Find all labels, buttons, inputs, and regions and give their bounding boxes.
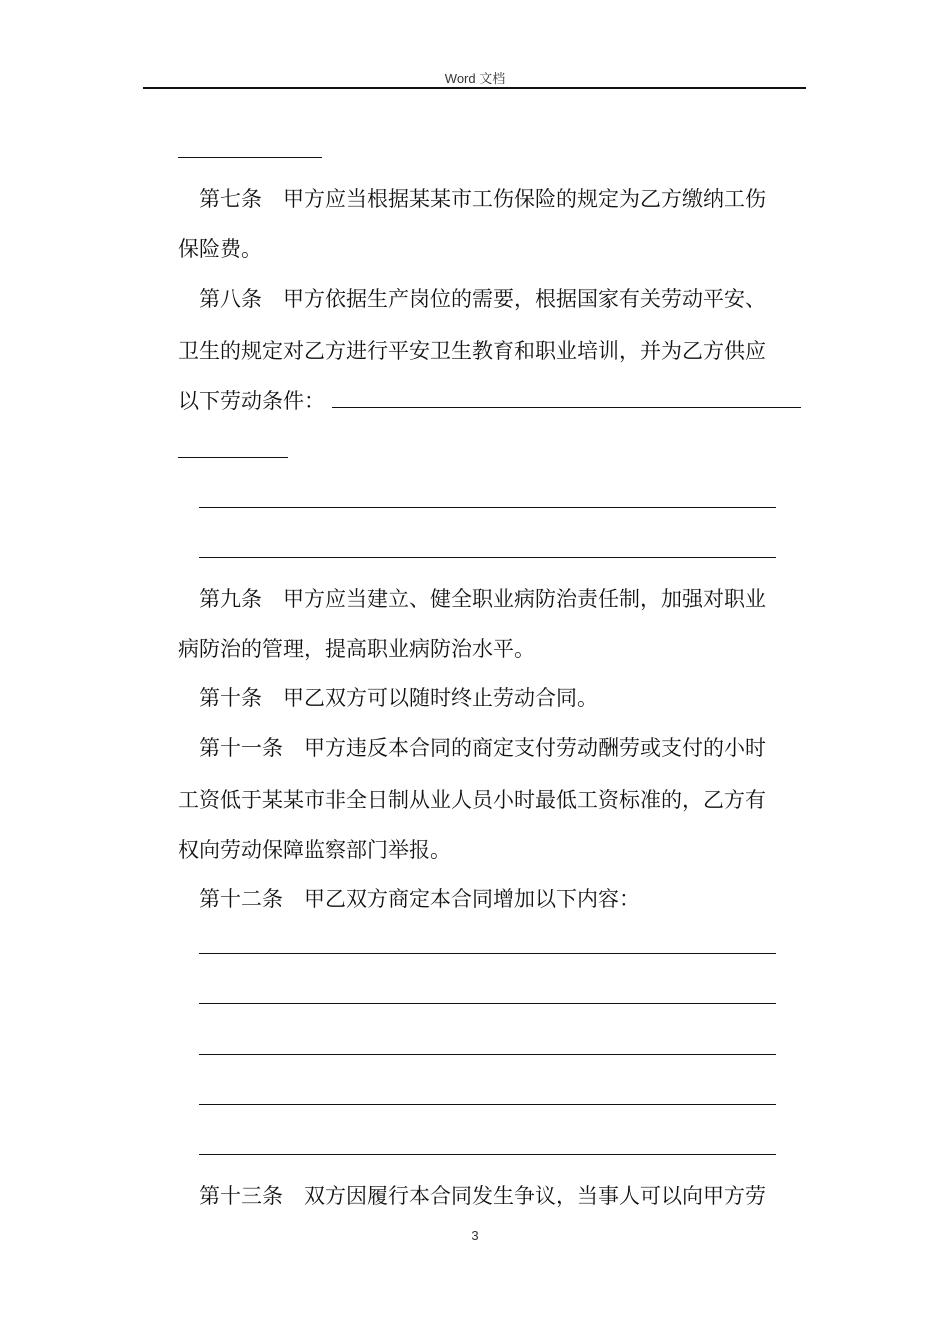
blank-line	[199, 557, 776, 558]
header-rule	[143, 87, 806, 89]
article-8-line-1: 第八条 甲方依据生产岗位的需要，根据国家有关劳动平安、	[199, 287, 766, 311]
article-13-line-1: 第十三条 双方因履行本合同发生争议，当事人可以向甲方劳	[199, 1184, 766, 1208]
document-header: Word 文档	[444, 71, 506, 86]
article-11-line-3: 权向劳动保障监察部门举报。	[178, 838, 451, 862]
blank-line	[199, 1054, 776, 1055]
page-number: 3	[471, 1228, 479, 1243]
blank-line	[332, 407, 801, 408]
article-8-line-3: 以下劳动条件：	[178, 389, 325, 413]
article-9-line-2: 病防治的管理，提高职业病防治水平。	[178, 637, 535, 661]
article-7-line-1: 第七条 甲方应当根据某某市工伤保险的规定为乙方缴纳工伤	[199, 187, 766, 211]
blank-line	[178, 457, 288, 458]
article-10-line-1: 第十条 甲乙双方可以随时终止劳动合同。	[199, 686, 598, 710]
blank-line	[199, 507, 776, 508]
blank-line	[199, 1104, 776, 1105]
blank-line	[199, 1154, 776, 1155]
article-9-line-1: 第九条 甲方应当建立、健全职业病防治责任制，加强对职业	[199, 587, 766, 611]
article-8-line-2: 卫生的规定对乙方进行平安卫生教育和职业培训，并为乙方供应	[178, 339, 766, 363]
article-11-line-1: 第十一条 甲方违反本合同的商定支付劳动酬劳或支付的小时	[199, 736, 766, 760]
blank-line	[199, 953, 776, 954]
blank-line	[199, 1003, 776, 1004]
article-11-line-2: 工资低于某某市非全日制从业人员小时最低工资标准的，乙方有	[178, 788, 766, 812]
blank-line	[178, 157, 322, 158]
article-7-line-2: 保险费。	[178, 237, 262, 261]
article-12-line-1: 第十二条 甲乙双方商定本合同增加以下内容：	[199, 887, 640, 911]
